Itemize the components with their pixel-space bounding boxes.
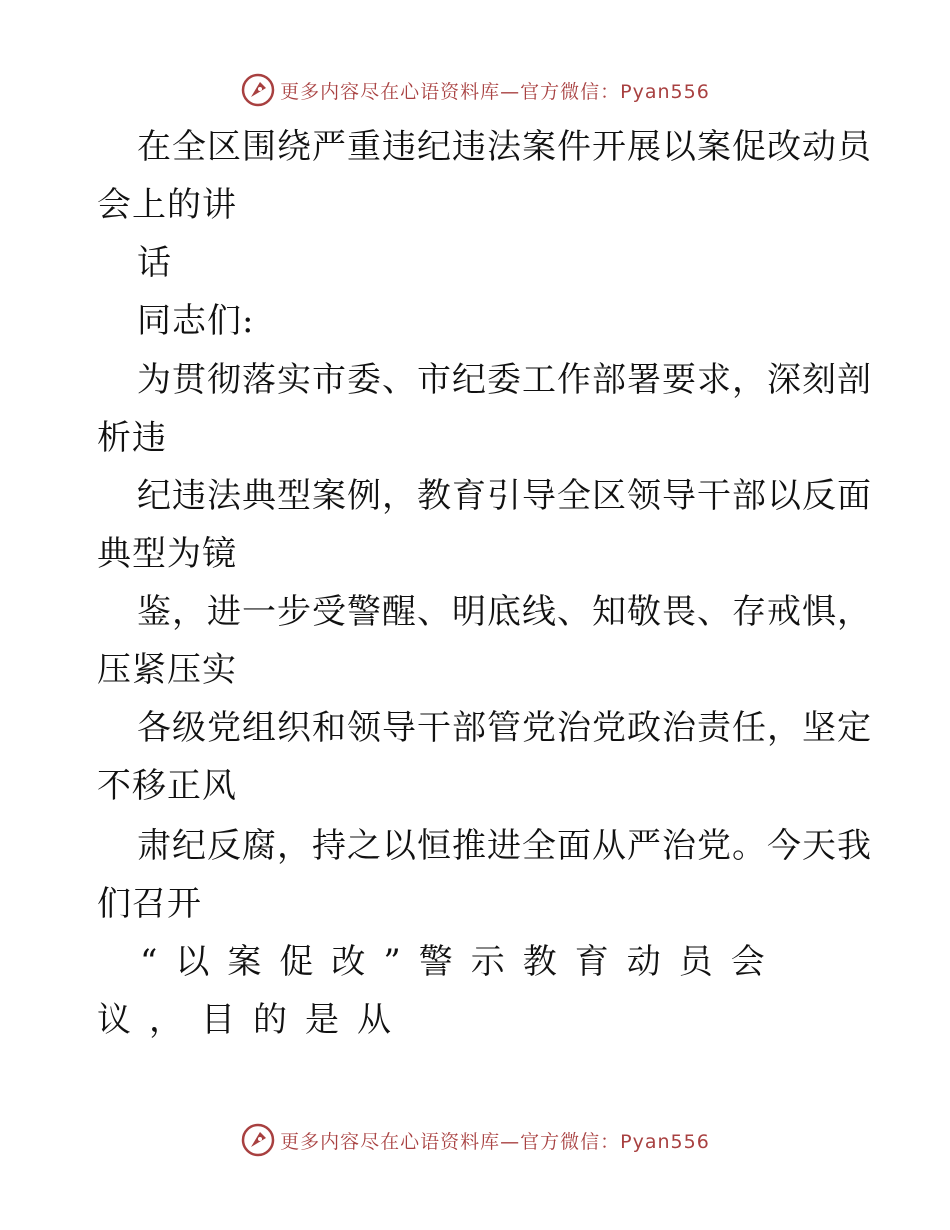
title-line-2: 会上的讲 xyxy=(97,185,237,225)
watermark-text: 更多内容尽在心语资料库—官方微信：Pyan556 xyxy=(280,1130,710,1153)
body-line: 肃纪反腐，持之以恒推进全面从严治党。今天我 xyxy=(137,826,872,866)
title-line-1: 在全区围绕严重违纪违法案件开展以案促改动员 xyxy=(137,127,872,167)
pen-nib-circle-icon xyxy=(240,72,276,108)
salutation: 同志们: xyxy=(137,301,255,341)
body-line: 典型为镜 xyxy=(97,534,237,574)
body-line: 为贯彻落实市委、市纪委工作部署要求，深刻剖 xyxy=(137,360,872,400)
body-line: 议，目的是从 xyxy=(97,1000,409,1040)
pen-nib-circle-icon xyxy=(240,1122,276,1158)
watermark-text: 更多内容尽在心语资料库—官方微信：Pyan556 xyxy=(280,80,710,103)
body-line: 压紧压实 xyxy=(97,650,237,690)
body-line: 各级党组织和领导干部管党治党政治责任，坚定 xyxy=(137,708,872,748)
header-watermark xyxy=(0,70,950,110)
body-line: “以案促改”警示教育动员会 xyxy=(140,942,783,982)
body-line: 纪违法典型案例，教育引导全区领导干部以反面 xyxy=(137,476,872,516)
footer-watermark xyxy=(0,1120,950,1160)
body-line: 析违 xyxy=(97,418,167,458)
body-line: 鉴，进一步受警醒、明底线、知敬畏、存戒惧， xyxy=(137,592,872,632)
title-line-3: 话 xyxy=(137,243,172,283)
body-line: 不移正风 xyxy=(97,766,237,806)
body-line: 们召开 xyxy=(97,884,202,924)
